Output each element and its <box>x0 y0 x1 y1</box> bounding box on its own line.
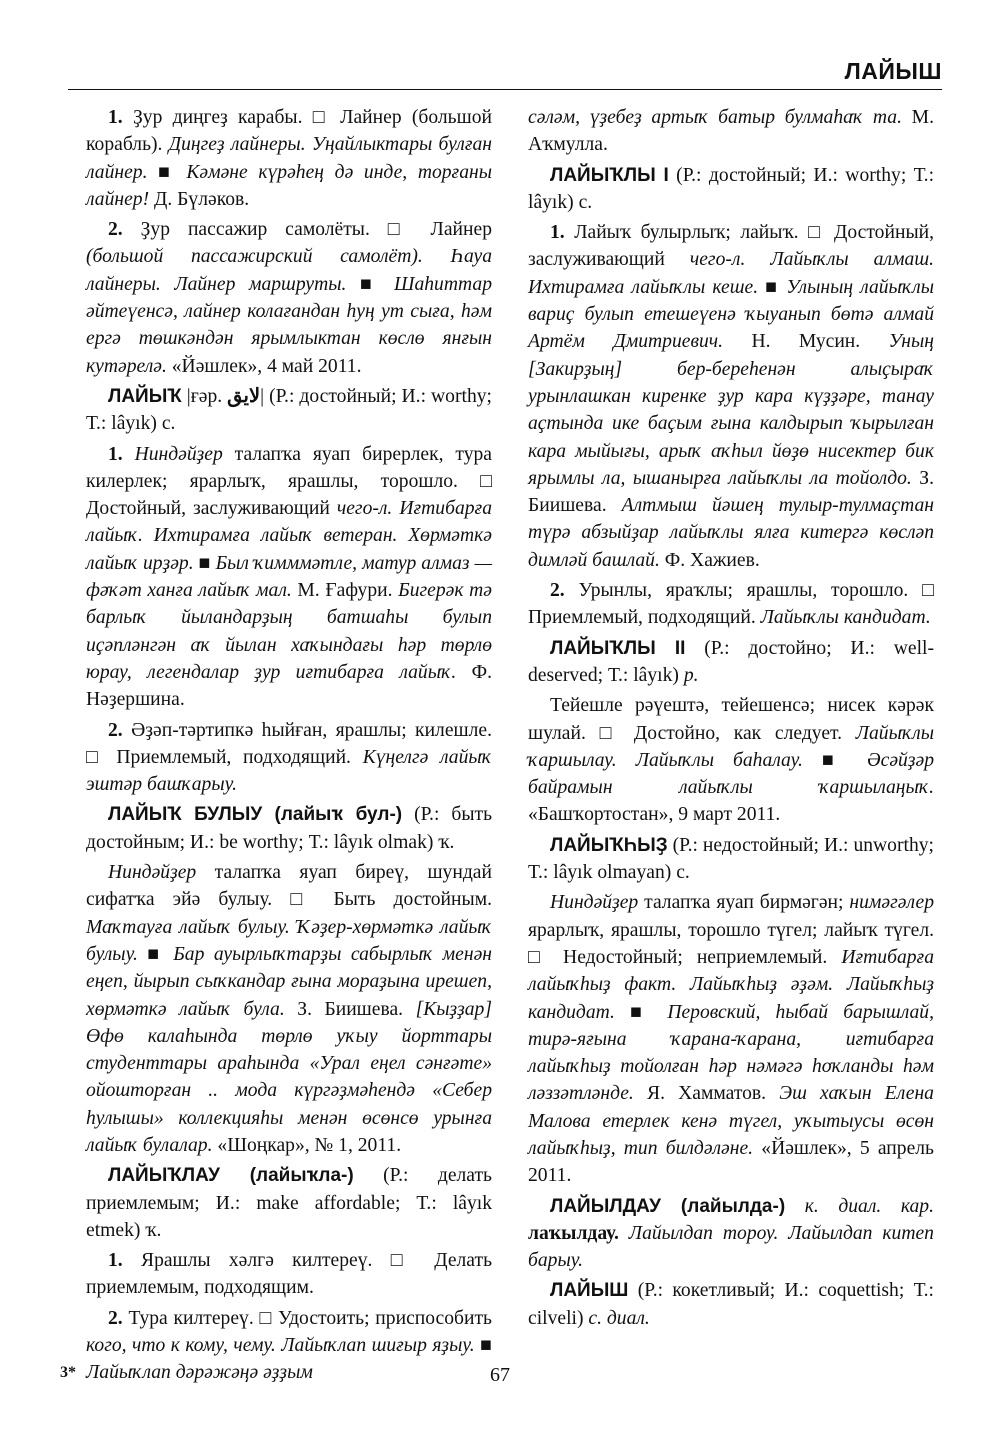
sense-number: 1. <box>108 443 123 465</box>
headword: ЛАЙЫҠЛЫ II <box>550 637 686 659</box>
sense-number: 2. <box>108 1307 123 1329</box>
example: Уның [Закирҙың] бер-береһенән алыҫыраҡ урынлашкан киренке ҙур кара күҙҙәре, танау аҫтында ике баҫым ғына калдырып ҡырылған кара мыйығы, арыҡ аҡһыл йөҙө нисектер бик ярымлы ла, ышанырға лайыҡлы ла тойолдо. <box>528 331 935 489</box>
source: «Йәшлек», 4 май 2011. <box>166 355 362 377</box>
entry-layik-sense-2 <box>86 717 492 799</box>
example: Был ҡимммәтле, матур алмаз — фәҡәт ханға лайыҡ мал. <box>86 552 492 602</box>
source: «Шоңкар», № 1, 2011. <box>212 1134 402 1156</box>
source: «Йәшлек», 5 апрель 2011. <box>528 1137 934 1187</box>
definition-italic: нимәгәлер <box>849 892 934 914</box>
signature-mark: 3* <box>60 1364 76 1381</box>
grammar-note: с. диал. <box>588 1307 650 1329</box>
continued-example <box>528 104 934 159</box>
translations: (Р.: быть достойным; И.: be worthy; Т.: lâyık olmak) ҡ. <box>86 804 493 853</box>
sense-number: 1. <box>108 107 123 128</box>
sense-number: 2. <box>108 719 123 741</box>
entry-layikly-2 <box>528 635 934 690</box>
headword: ЛАЙЫҠҺЫҘ <box>550 834 668 856</box>
translations: | (Р.: достойный; И.: worthy; Т.: lâyık) с. <box>86 385 492 435</box>
definition: Урынлы, яраҡлы; ярашлы, торошло. □ Приемлемый, подходящий. <box>528 580 934 629</box>
page-number: 67 <box>490 1364 510 1386</box>
entry-layik <box>86 383 492 438</box>
source: Я. Хамматов. <box>633 1083 780 1105</box>
headword: ЛАЙЫҠ <box>108 385 182 407</box>
right-column <box>528 104 934 1335</box>
source: М. Аҡмулла. <box>528 107 934 156</box>
marker: ■ <box>346 273 395 295</box>
translations: (Р.: кокетливый; И.: coquettish; Т.: cilveli) <box>528 1280 934 1329</box>
example: Лайыҡлы алмаш. Ихтирамға лайыҡлы кеше. <box>528 249 935 298</box>
translations: (Р.: делать приемлемым; И.: make affordable; Т.: lâyık etmek) ҡ. <box>86 1165 492 1241</box>
marker: ■ <box>802 749 868 771</box>
example: Перовский, һыбай барышлай, тирә-яғына ҡарана-ҡарана, иғтибарға лайыҡһыҙ тойолған һәр нәмәгә һоҡланды һәм ләззәтләнде. <box>528 1001 934 1105</box>
headword: ЛАЙЫҠЛЫ I <box>550 164 669 186</box>
header-rule <box>68 89 942 90</box>
translation: (большой пассажирский самолёт). <box>86 246 423 268</box>
sense-number: 2. <box>108 219 123 241</box>
sense-number: 2. <box>550 580 565 602</box>
example: Диңгеҙ лайнеры. Уңайлыктары булған лайнер. <box>86 134 492 183</box>
spacer <box>745 249 770 270</box>
entry-layysh <box>528 1277 934 1332</box>
entry-layiklau-sense-1 <box>86 1247 492 1302</box>
marker: ■ <box>758 276 787 298</box>
sense-number: 1. <box>108 1250 123 1272</box>
grammar-note: чего-л. <box>689 249 746 271</box>
example: Лайыҡлы ҡаршылау. Лайыҡлы баһалау. <box>528 722 934 771</box>
example: Лайыҡлап дәрәжәңә әҙҙым <box>86 1362 313 1384</box>
definition: Тейешле рәүештә, тейешенсә; нисек кәрәк шулай. □ Достойно, как следует. <box>528 695 934 744</box>
marker: ■ <box>137 943 174 965</box>
definition: Тура килтереү. □ Удостоить; приспособить <box>122 1307 492 1329</box>
grammar-note: кого, что к кому, чему. <box>86 1335 276 1357</box>
source: «Башҡортостан», 9 март 2011. <box>528 804 781 826</box>
translations: (Р.: достойно; И.: well-deserved; Т.: lâyık) <box>528 637 934 686</box>
headword: ЛАЙЫЛДАУ (лайылда-) <box>550 1195 786 1217</box>
arabic-script: لايق <box>227 385 261 407</box>
definition-italic: Ниндәйҙер <box>108 862 197 884</box>
example: Эш хаҡын Елена Малова етерлек кенә түгел, уҡытыусы өсөн лайыҡһыҙ, тип билдәләне. <box>528 1083 934 1159</box>
entry-layikly-1 <box>528 162 934 217</box>
example: Һауа лайнеры. Лайнер маршруты. <box>86 246 492 295</box>
entry-layikhyz <box>528 832 934 887</box>
translations: (Р.: достойный; И.: worthy; Т.: lâyık) с. <box>528 164 935 213</box>
translations: (Р.: недостойный; И.: unworthy; Т.: lâyık olmayan) с. <box>528 834 934 884</box>
sense-2 <box>86 216 492 380</box>
example: Әсәйҙәр байрамын лайыҡлы ҡаршылаңыҡ. <box>528 749 934 799</box>
entry-layikly-1-sense-1 <box>528 219 934 574</box>
source: З. Биишева. <box>284 998 416 1020</box>
entry-layikly-1-sense-2 <box>528 577 934 632</box>
spacer <box>423 246 451 267</box>
example: Бар ауырлыҡтарҙы сабырлыҡ менән еңеп, йырып сыҡкандар ғына мораҙына ирешеп, хөрмәткә лайыҡ була. <box>86 943 492 1020</box>
etymology: |ғәр. <box>181 385 228 407</box>
source: Ф. Хажиев. <box>659 549 760 571</box>
spacer <box>619 1223 629 1244</box>
entry-layyldau <box>528 1193 934 1275</box>
entry-layiklau <box>86 1162 492 1244</box>
source: Д. Бүләков. <box>149 188 250 210</box>
source: М. Ғафури. <box>291 580 399 602</box>
example: Иғтибарға лайыҡһыҙ факт. Лайыҡһыҙ әҙәм. Лайыҡһыҙ кандидат. <box>528 946 934 1023</box>
marker: ■ <box>614 1001 668 1023</box>
example: Лайылдап тороу. Лайылдап китеп барыу. <box>528 1222 934 1272</box>
source: Ф. Нәҙершина. <box>86 661 492 711</box>
example: Бигерәк тә барлыҡ йыландарҙың батшаһы булып иҫәпләнгән аҡ йылан хаҡындағы һәр төрлө юрау, легендалар ҙур иғтибарға лайыҡ. <box>86 580 492 683</box>
example: Алтмыш йәшең тулыр-тулмаҫтан түрә абзыйҙар лайыҡлы ялға китергә көсләп димләй башлай. <box>528 495 934 571</box>
definition: талапҡа яуап бирерлек, тура килерлек; ярарлыҡ, ярашлы, торошло. □ Достойный, заслуживающий <box>86 443 493 520</box>
marker: ■ <box>474 1335 493 1357</box>
marker: ■ <box>147 161 187 183</box>
definition: Әҙәп-тәртипкә һыйған, ярашлы; килешле. □ Приемлемый, подходящий. <box>86 719 492 768</box>
example: сәләм, үҙебеҙ артыҡ батыр булмаһаҡ та. <box>528 107 902 128</box>
example: Улының лайыҡлы вариҫ булып етешеүенә ҡыуанып бөтә алмай Артём Дмитриевич. <box>528 276 934 353</box>
spacer <box>785 1196 805 1217</box>
example: Иғтибарға лайыҡ. Ихтирамға лайыҡ ветеран. Хөрмәткә лайыҡ ирҙәр. <box>86 498 492 574</box>
definition: ярарлыҡ, ярашлы, торошло түгел; лайыҡ түгел. □ Недостойный; неприемлемый. <box>528 919 934 968</box>
part-of-speech: р. <box>683 664 699 686</box>
running-head: ЛАЙЫШ <box>844 58 942 84</box>
grammar-note: чего-л. <box>336 498 393 520</box>
left-column <box>86 104 492 1390</box>
headword: ЛАЙЫШ <box>550 1280 629 1302</box>
sense-number: 1. <box>550 222 565 244</box>
spacer <box>123 444 135 465</box>
entry-layik-bulyu <box>86 801 492 856</box>
example: Лайыҡлап шиғыр яҙыу. <box>281 1335 475 1357</box>
sense-1 <box>86 104 492 213</box>
sense-text: Ҙур диңгеҙ карабы. □ Лайнер (большой корабль). <box>86 107 492 156</box>
source: З. Биишева. <box>528 467 934 517</box>
example: Маҡтауға лайыҡ булыу. Ҡәҙер-хөрмәткә лайыҡ булыу. <box>86 916 492 965</box>
example: Күңелгә лайыҡ эштәр башҡарыу. <box>86 746 493 796</box>
entry-layikhyz-definition <box>528 889 934 1189</box>
source: Н. Мусин. <box>723 331 889 353</box>
definition: талапҡа яуап бирмәгән; <box>638 892 850 914</box>
entry-layik-sense-1 <box>86 441 492 714</box>
definition: талапҡа яуап биреү, шундай сифатҡа эйә булыу. □ Быть достойным. <box>86 862 492 911</box>
definition: Лайыҡ булырлыҡ; лайыҡ. □ Достойный, заслуживающий <box>528 222 934 271</box>
marker: ■ <box>193 552 216 574</box>
headword: ЛАЙЫҠ БУЛЫУ (лайыҡ бул-) <box>108 804 403 826</box>
cross-reference: лаҡылдау. <box>528 1222 619 1244</box>
grammar-note: к. диал. кар. <box>804 1195 935 1217</box>
definition-italic: Ниндәйҙер <box>134 443 223 465</box>
definition-italic: Ниндәйҙер <box>550 892 639 914</box>
entry-layik-bulyu-definition <box>86 859 492 1159</box>
definition: Ярашлы хәлгә килтереү. □ Делать приемлемым, подходящим. <box>86 1250 492 1299</box>
example: Кәмәне күрәһең дә инде, торғаны лайнер! <box>86 161 492 210</box>
example: Лайыҡлы кандидат. <box>760 607 931 629</box>
entry-layikly-2-definition <box>528 692 934 828</box>
headword: ЛАЙЫҠЛАУ (лайыҡла-) <box>108 1165 354 1187</box>
example: Шаһиттар әйтеүенсә, лайнер колағандан һуң ут сыға, һәм ергә төшкәндән ярымлыктан көслө янғын кутәрелә. <box>86 273 492 377</box>
example: [Кыҙҙар] Өфө калаһында төрлө уҡыу йорттары студенттары араһында «Урал еңел сәнғәте» ойошторған .. мода күргәҙмәһендә «Себер һулышы» коллекцияһы менән өсөнсө урынға лайыҡ булалар. <box>86 998 492 1156</box>
sense-text: Ҙур пассажир самолёты. □ Лайнер <box>122 219 492 241</box>
